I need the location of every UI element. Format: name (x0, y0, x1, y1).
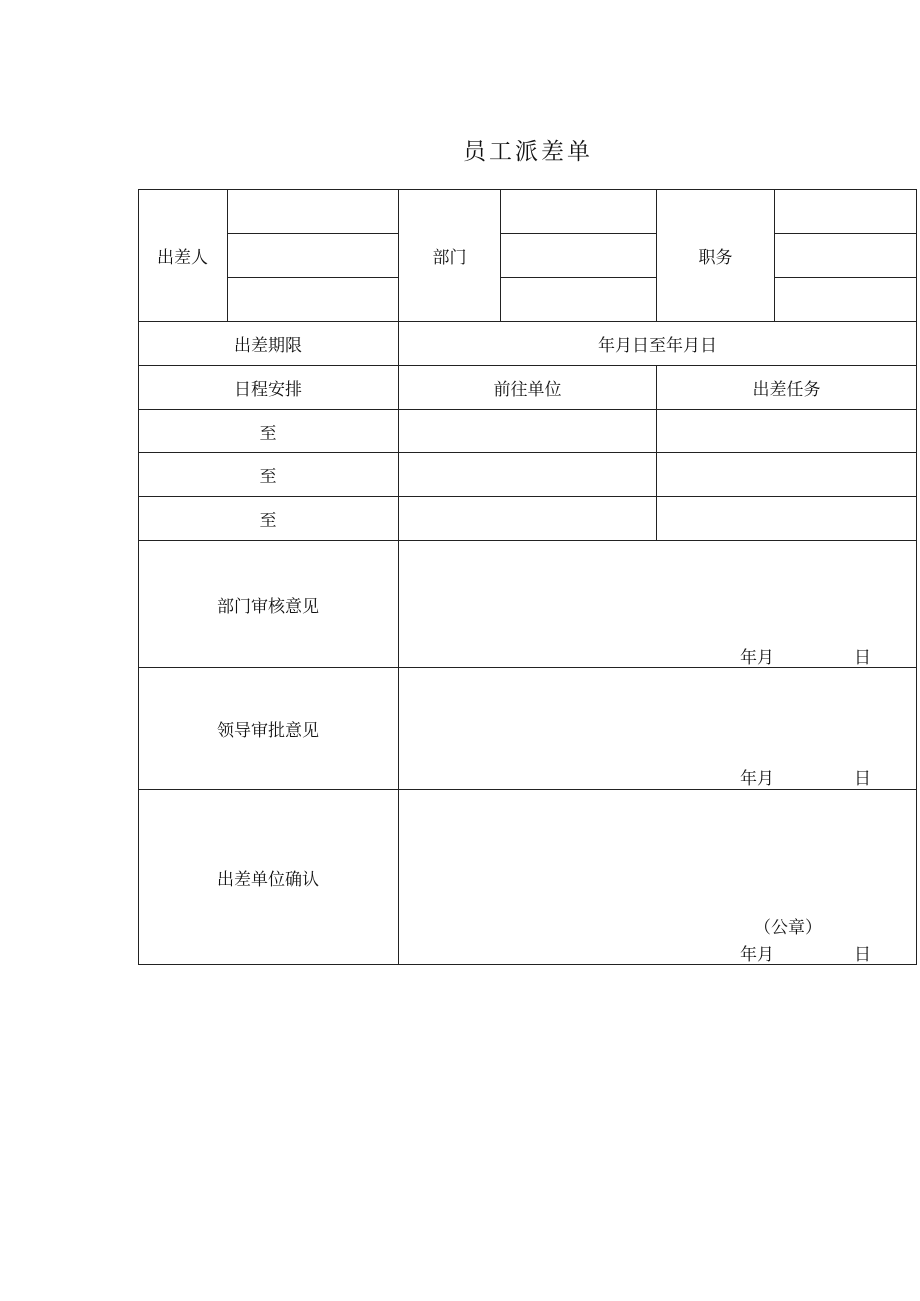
leader-approval-label: 领导审批意见 (217, 721, 319, 741)
department-label: 部门 (432, 247, 467, 268)
position-field-2[interactable] (775, 234, 916, 277)
destination-field-3[interactable] (399, 497, 656, 540)
traveler-field-3[interactable] (228, 278, 398, 321)
unit-confirm-date-ym: 年月 (740, 945, 774, 965)
task-field-1[interactable] (657, 410, 916, 452)
leader-approval-date-day: 日 (854, 769, 871, 789)
traveler-field-1[interactable] (228, 190, 398, 233)
department-field-1[interactable] (501, 190, 656, 233)
destination-field-1[interactable] (399, 410, 656, 452)
destination-header: 前往单位 (493, 380, 562, 400)
schedule-row-3[interactable]: 至 (259, 511, 277, 531)
department-field-2[interactable] (501, 234, 656, 277)
task-header: 出差任务 (752, 380, 821, 400)
position-label: 职务 (698, 247, 733, 268)
position-field-1[interactable] (775, 190, 916, 233)
leader-approval-field[interactable] (399, 668, 916, 789)
seal-label: （公章） (754, 918, 822, 938)
unit-confirm-field[interactable] (399, 790, 916, 964)
leader-approval-date-ym: 年月 (740, 769, 774, 789)
period-label: 出差期限 (234, 336, 302, 356)
period-field[interactable]: 年月日至年月日 (598, 336, 717, 356)
dept-review-field[interactable] (399, 541, 916, 667)
schedule-row-1[interactable]: 至 (259, 423, 277, 444)
task-field-3[interactable] (657, 497, 916, 540)
traveler-field-2[interactable] (228, 234, 398, 277)
destination-field-2[interactable] (399, 453, 656, 496)
schedule-row-2[interactable]: 至 (259, 467, 277, 487)
traveler-label: 出差人 (157, 247, 208, 268)
department-field-3[interactable] (501, 278, 656, 321)
form-title: 员工派差单 (463, 139, 593, 165)
schedule-header: 日程安排 (234, 380, 302, 400)
unit-confirm-label: 出差单位确认 (217, 869, 319, 890)
dept-review-date-day: 日 (854, 648, 871, 668)
travel-order-form (138, 189, 917, 965)
dept-review-label: 部门审核意见 (217, 596, 319, 617)
dept-review-date-ym: 年月 (740, 648, 774, 668)
position-field-3[interactable] (775, 278, 916, 321)
unit-confirm-date-day: 日 (854, 945, 871, 965)
task-field-2[interactable] (657, 453, 916, 496)
